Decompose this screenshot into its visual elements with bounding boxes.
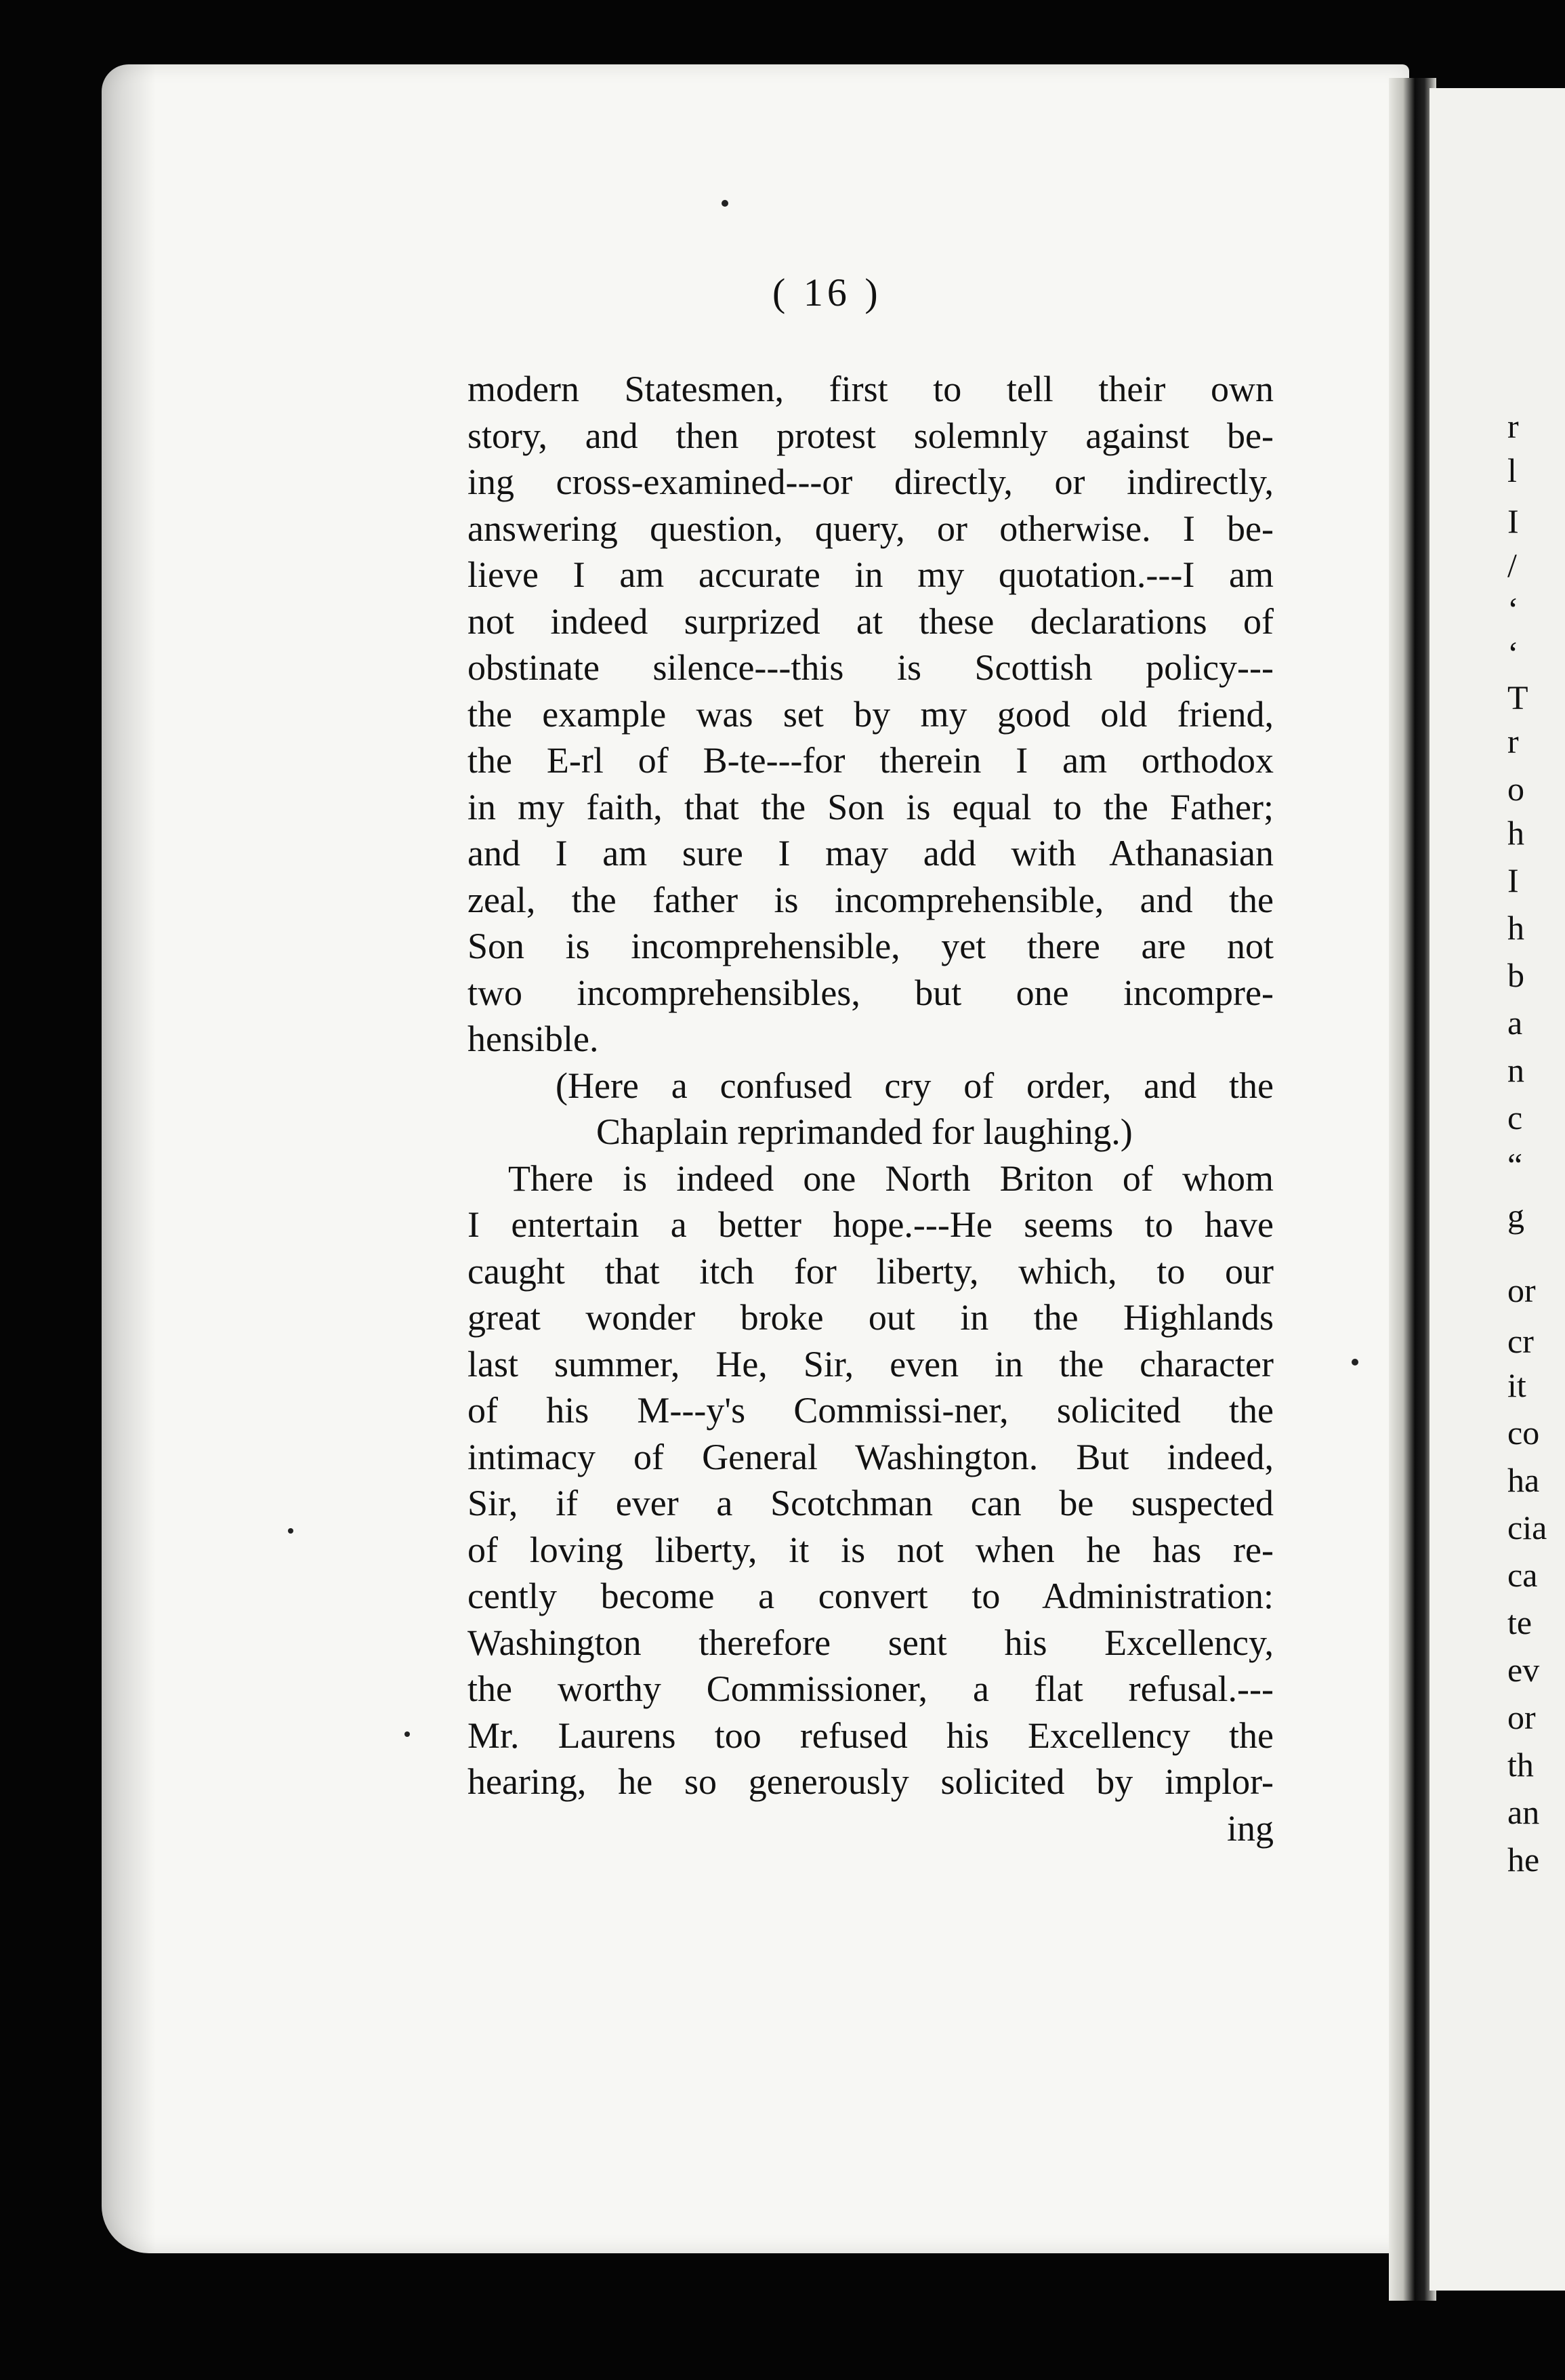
facing-fragment: ha (1507, 1461, 1540, 1499)
facing-fragment: co (1507, 1414, 1540, 1452)
facing-fragment: ev (1507, 1651, 1540, 1689)
ink-speck (1352, 1359, 1358, 1366)
facing-fragment: l (1507, 451, 1517, 489)
facing-fragment: ‘ (1507, 634, 1519, 672)
text-line: I entertain a better hope.---He seems to have (467, 1204, 1274, 1245)
text-line: story, and then protest solemnly against be- (467, 415, 1274, 456)
facing-page-text-fragments (1507, 0, 1565, 2380)
text-line: and I am sure I may add with Athanasian (467, 833, 1274, 874)
text-line: in my faith, that the Son is equal to the Father; (467, 786, 1274, 827)
ink-speck (404, 1731, 410, 1737)
page-number: ( 16 ) (772, 270, 882, 314)
text-line: ing cross-examined---or directly, or indirectly, (467, 461, 1274, 502)
text-line: hensible. (467, 1019, 599, 1059)
facing-fragment: it (1507, 1366, 1526, 1404)
facing-fragment: or (1507, 1271, 1536, 1309)
text-line: answering question, query, or otherwise. I be- (467, 508, 1274, 549)
facing-fragment: h (1507, 909, 1524, 947)
text-line: intimacy of General Washington. But indeed, (467, 1436, 1274, 1477)
facing-fragment: T (1507, 678, 1528, 716)
facing-fragment: / (1507, 546, 1517, 584)
facing-fragment: r (1507, 407, 1519, 445)
facing-fragment: b (1507, 956, 1524, 994)
text-line: hearing, he so generously solicited by implor- (467, 1761, 1274, 1802)
text-line: (Here a confused cry of order, and the (556, 1065, 1274, 1106)
ink-speck (722, 200, 728, 207)
text-line: of loving liberty, it is not when he has re- (467, 1529, 1274, 1570)
facing-fragment: o (1507, 770, 1524, 808)
text-line: Washington therefore sent his Excellency, (467, 1622, 1274, 1663)
facing-fragment: r (1507, 722, 1519, 760)
text-line: modern Statesmen, first to tell their own (467, 369, 1274, 409)
text-line: Mr. Laurens too refused his Excellency the (467, 1715, 1274, 1756)
facing-fragment: I (1507, 502, 1519, 540)
facing-fragment: n (1507, 1051, 1524, 1089)
text-line: Son is incomprehensible, yet there are not (467, 926, 1274, 966)
facing-fragment: he (1507, 1841, 1540, 1879)
text-line: the worthy Commissioner, a flat refusal.--- (467, 1668, 1274, 1709)
text-line: cently become a convert to Administration: (467, 1576, 1274, 1616)
facing-fragment: h (1507, 814, 1524, 852)
facing-fragment: I (1507, 861, 1519, 899)
text-line: great wonder broke out in the Highlands (467, 1297, 1274, 1338)
text-line: obstinate silence---this is Scottish policy--- (467, 647, 1274, 688)
text-line: zeal, the father is incomprehensible, and the (467, 879, 1274, 920)
facing-fragment: cia (1507, 1509, 1547, 1546)
facing-fragment: te (1507, 1603, 1532, 1641)
text-line: not indeed surprized at these declarations of (467, 600, 1274, 642)
facing-fragment: “ (1507, 1146, 1523, 1184)
text-line: caught that itch for liberty, which, to our (467, 1250, 1274, 1292)
facing-fragment: an (1507, 1793, 1540, 1831)
facing-fragment: cr (1507, 1322, 1534, 1360)
text-line: lieve I am accurate in my quotation.---I am (467, 554, 1274, 595)
text-line: There is indeed one North Briton of whom (508, 1157, 1274, 1199)
ink-speck (288, 1528, 293, 1534)
text-line: Chaplain reprimanded for laughing.) (596, 1111, 1133, 1152)
text-line: the example was set by my good old friend, (467, 693, 1274, 735)
catchword: ing (1226, 1807, 1274, 1849)
text-line: last summer, He, Sir, even in the character (467, 1343, 1274, 1384)
text-line: Sir, if ever a Scotchman can be suspected (467, 1483, 1274, 1523)
text-line: two incomprehensibles, but one incompre- (467, 972, 1274, 1013)
facing-fragment: or (1507, 1698, 1536, 1736)
facing-fragment: ca (1507, 1556, 1538, 1594)
facing-fragment: c (1507, 1099, 1523, 1136)
facing-fragment: g (1507, 1197, 1524, 1235)
facing-fragment: ‘ (1507, 590, 1519, 628)
text-line: the E-rl of B-te---for therein I am orthodox (467, 740, 1274, 781)
facing-fragment: a (1507, 1004, 1523, 1042)
page-body-text (467, 366, 1274, 1851)
facing-fragment: th (1507, 1746, 1534, 1784)
text-line: of his M---y's Commissi-ner, solicited the (467, 1390, 1274, 1431)
